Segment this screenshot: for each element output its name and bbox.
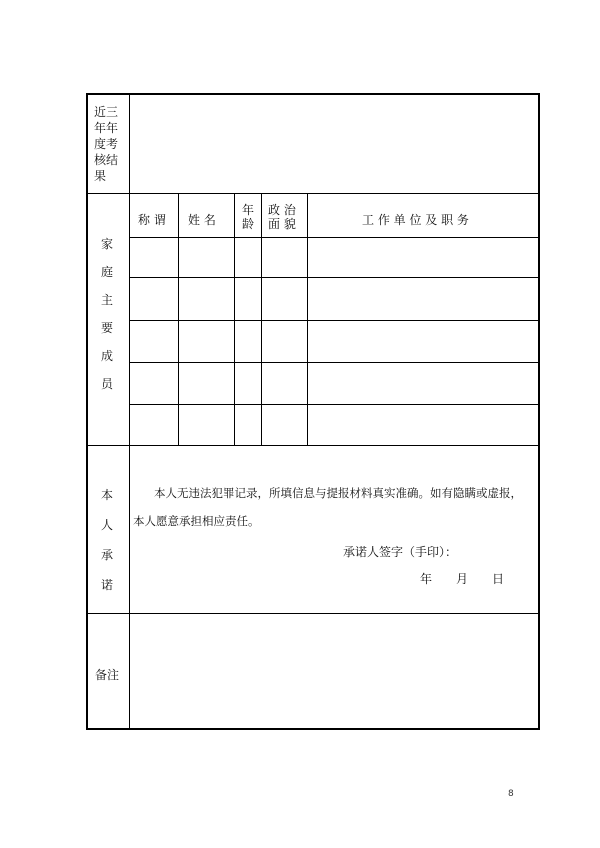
family-row[interactable] bbox=[130, 363, 538, 404]
header-name: 姓 名 bbox=[188, 213, 216, 227]
header-work: 工 作 单 位 及 职 务 bbox=[362, 213, 469, 227]
family-row[interactable] bbox=[130, 278, 538, 320]
table-border-right bbox=[538, 93, 540, 730]
header-age-line-1: 年 bbox=[242, 203, 255, 217]
kaohe-label-line-3: 度考 bbox=[94, 137, 119, 151]
date-month: 月 bbox=[456, 572, 469, 586]
date-year: 年 bbox=[420, 572, 433, 586]
signature-label: 承诺人签字（手印）： bbox=[343, 545, 458, 559]
signature-area[interactable] bbox=[440, 540, 536, 564]
kaohe-label-line-4: 核结 bbox=[94, 153, 119, 167]
kaohe-label-line-1: 近三 bbox=[94, 105, 119, 119]
kaohe-label-line-2: 年年 bbox=[94, 121, 119, 135]
header-political-line-1: 政 治 bbox=[268, 203, 296, 217]
section-separator-1 bbox=[86, 193, 540, 194]
table-border-bottom bbox=[86, 728, 540, 730]
page-number: 8 bbox=[508, 789, 514, 799]
section-separator-3 bbox=[86, 613, 540, 614]
family-label: 家 庭 主 要 成 员 bbox=[100, 237, 113, 391]
kaohe-label-line-5: 果 bbox=[94, 169, 107, 183]
promise-text-line-1: 本人无违法犯罪记录，所填信息与提报材料真实准确。如有隐瞒或虚报， bbox=[154, 486, 522, 500]
promise-text-line-2: 本人愿意承担相应责任。 bbox=[133, 514, 260, 528]
promise-label: 本 人 承 诺 bbox=[100, 488, 113, 592]
header-age-line-2: 龄 bbox=[242, 217, 255, 231]
kaohe-result-cell[interactable] bbox=[131, 95, 537, 192]
remark-cell[interactable] bbox=[131, 615, 537, 727]
header-relation: 称 谓 bbox=[138, 213, 166, 227]
family-row[interactable] bbox=[130, 405, 538, 445]
family-row[interactable] bbox=[130, 321, 538, 362]
header-political-line-2: 面 貌 bbox=[268, 217, 296, 231]
date-day: 日 bbox=[492, 572, 505, 586]
section-separator-2 bbox=[86, 445, 540, 446]
remark-label: 备注 bbox=[95, 668, 120, 682]
family-row[interactable] bbox=[130, 238, 538, 277]
